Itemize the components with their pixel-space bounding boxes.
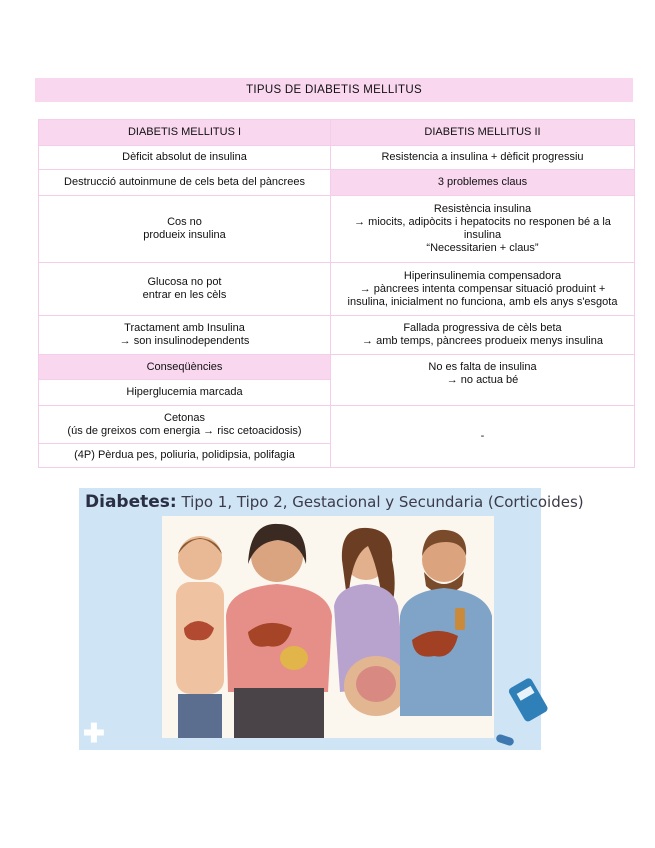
- pill-icon: [495, 734, 515, 746]
- cell-type1-no-insulin: [39, 196, 331, 263]
- cell-consequences-label: Conseqüències: [39, 355, 331, 380]
- cell-type1-glucose: [39, 263, 331, 316]
- cell-line: Cos no: [167, 216, 202, 228]
- cell-line: (ús de greixos com energia → risc cetoacidosis): [67, 424, 302, 437]
- cell-4p-symptoms: (4P) Pèrdua pes, poliuria, polidipsia, polifagia: [39, 444, 331, 468]
- cell-line: entrar en les cèls: [142, 289, 227, 301]
- insulin-pen-icon: [511, 674, 541, 726]
- baby-icon: [356, 666, 396, 702]
- cell-empty-dash: -: [331, 406, 635, 468]
- table-row: [39, 196, 635, 263]
- people-illustration: [162, 516, 494, 738]
- cell-line: Fallada progressiva de cèls beta: [403, 322, 562, 334]
- cell-type2-consequence: [331, 355, 635, 406]
- header-type1: DIABETIS MELLITUS I: [39, 120, 331, 146]
- cell-type2-problems: 3 problemes claus: [331, 170, 635, 196]
- figure-title: Diabetes: Tipo 1, Tipo 2, Gestacional y Secundaria (Corticoides): [85, 492, 584, 512]
- table-row: [39, 263, 635, 316]
- cell-type1-autoimmune: Destrucció autoinmune de cels beta del pàncrees: [39, 170, 331, 196]
- cell-line: “Necessitarien + claus”: [426, 242, 539, 254]
- table-row: [39, 146, 635, 170]
- table-row: [39, 170, 635, 196]
- diabetes-illustration: [79, 488, 584, 750]
- cell-line: Glucosa no pot: [147, 276, 222, 288]
- cell-line: → no actua bé: [446, 374, 519, 386]
- page-title: TIPUS DE DIABETIS MELLITUS: [35, 78, 633, 102]
- medicine-vial-icon: [455, 608, 465, 630]
- man-figure: [400, 530, 492, 716]
- cell-line: insulina, inicialment no funciona, amb els anys s'esgota: [347, 295, 618, 308]
- cell-line: insulina: [463, 229, 502, 241]
- cell-line: → son insulinodependents: [119, 335, 250, 347]
- diabetes-table: [38, 119, 635, 468]
- table-row: [39, 316, 635, 355]
- cell-type1-deficit: Dèficit absolut de insulina: [39, 146, 331, 170]
- header-type2: DIABETIS MELLITUS II: [331, 120, 635, 146]
- cell-line: Hiperinsulinemia compensadora: [403, 269, 562, 282]
- table-row: [39, 406, 635, 444]
- cell-hyperglycemia: Hiperglucemia marcada: [39, 380, 331, 406]
- cell-type2-resistance: Resistencia a insulina + dèficit progressiu: [331, 146, 635, 170]
- child-figure: [176, 536, 224, 738]
- cell-type1-treatment: [39, 316, 331, 355]
- table-header-row: [39, 120, 635, 146]
- cell-line: Tractament amb Insulina: [124, 322, 245, 334]
- table-row: [39, 355, 635, 380]
- cell-line: → miocits, adipòcits i hepatocits no responen bé a la: [354, 216, 611, 228]
- plus-icon: ✚: [83, 718, 105, 748]
- cell-line: No es falta de insulina: [428, 361, 537, 373]
- woman-type2-figure: [226, 524, 332, 738]
- pregnant-woman-figure: [334, 528, 408, 716]
- cell-type2-beta-failure: [331, 316, 635, 355]
- cell-line: Cetonas: [164, 411, 205, 424]
- cell-line: → pàncrees intenta compensar situació produint +: [359, 282, 606, 295]
- cell-type2-hyperinsulinemia: [331, 263, 635, 316]
- cell-line: produeix insulina: [143, 229, 226, 241]
- cell-type2-insulin-resistance: [331, 196, 635, 263]
- cell-ketones: [39, 406, 331, 444]
- cell-line: → amb temps, pàncrees produeix menys insulina: [362, 335, 603, 347]
- cell-line: Resistència insulina: [433, 203, 532, 215]
